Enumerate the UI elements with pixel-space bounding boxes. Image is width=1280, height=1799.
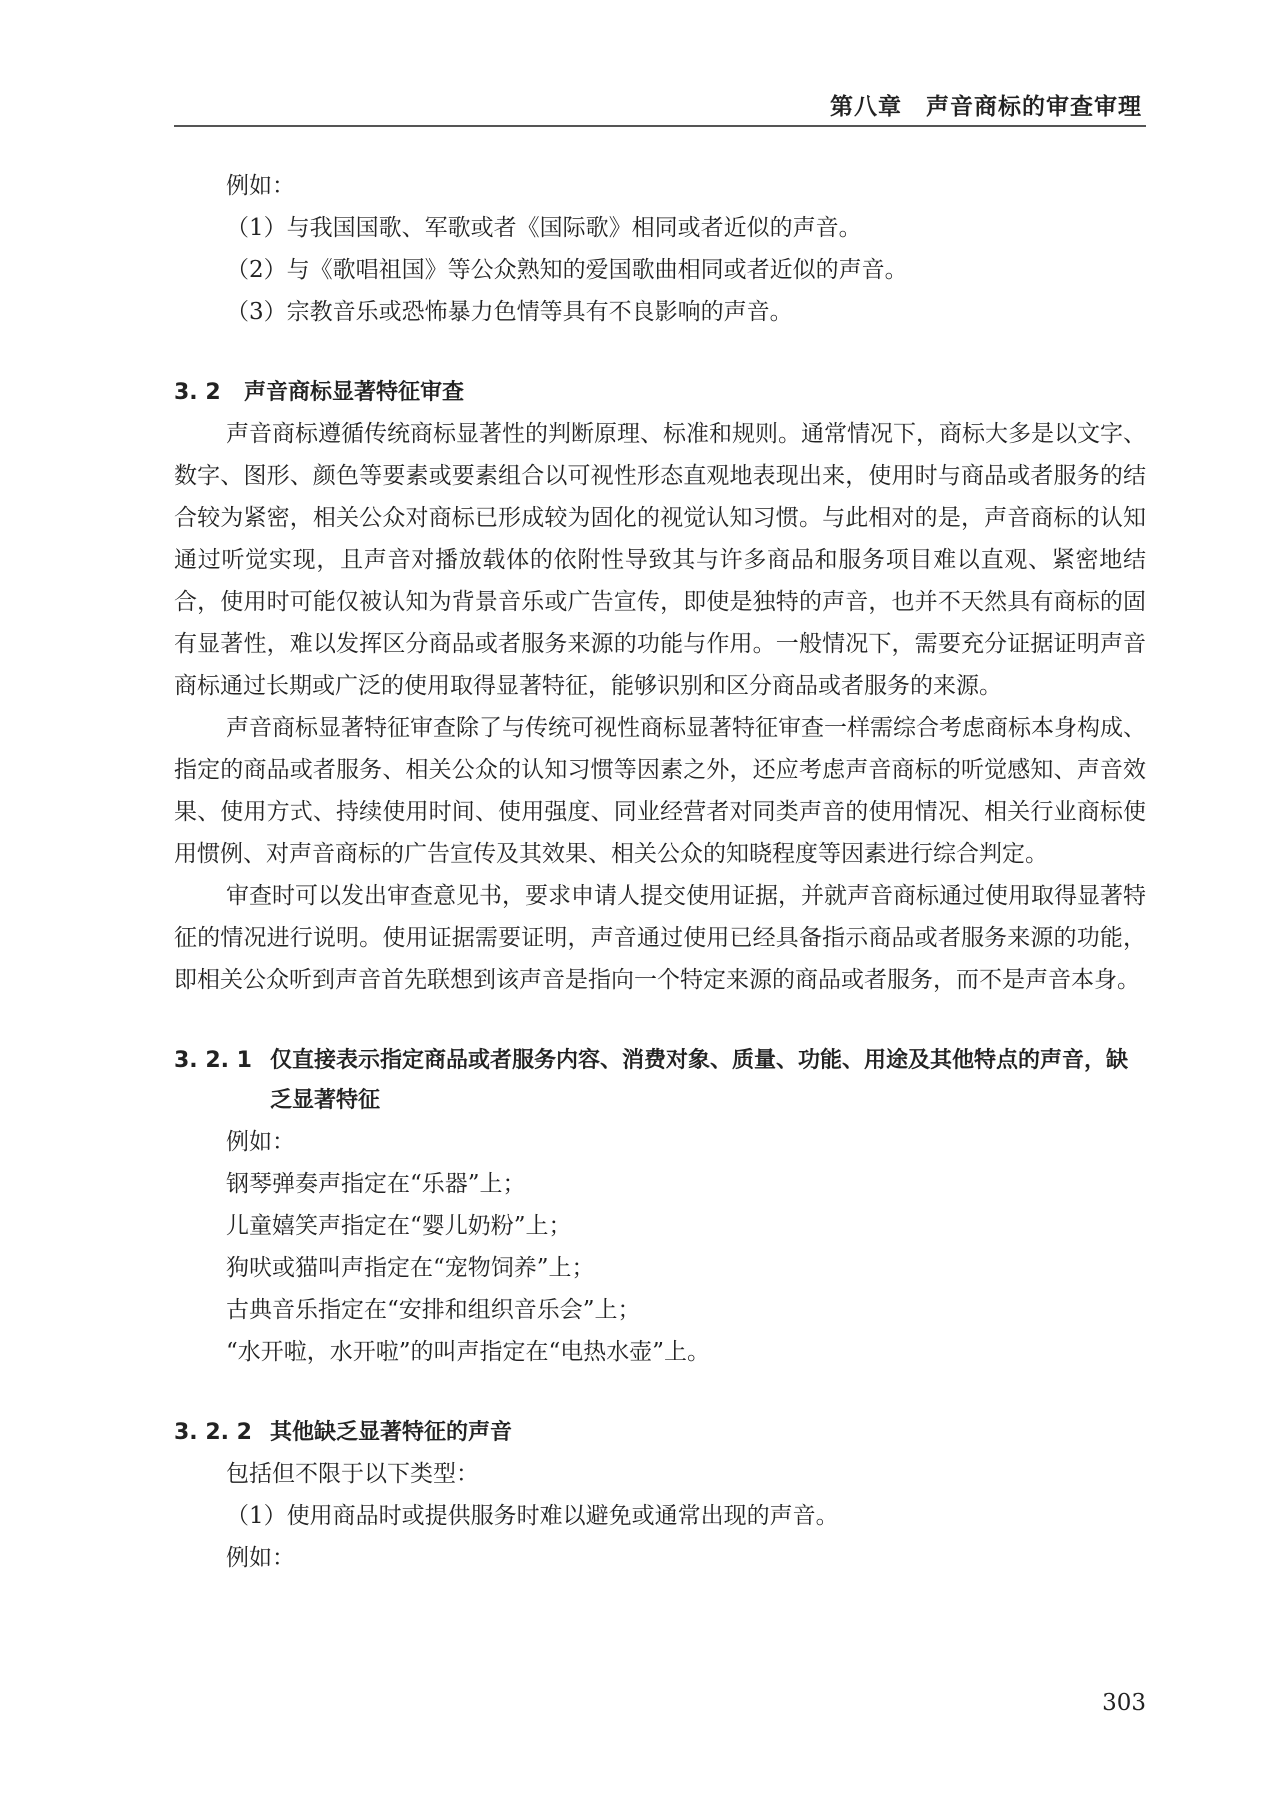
- running-head: 第八章 声音商标的审查审理: [830, 93, 1142, 120]
- paragraph: 声音商标遵循传统商标显著性的判断原理、标准和规则。通常情况下，商标大多是以文字、数字、图形、颜色等要素或要素组合以可视性形态直观地表现出来，使用时与商品或者服务的结合较为紧密，相关公众对商标已形成较为固化的视觉认知习惯。与此相对的是，声音商标的认知通过听觉实现，且声音对播放载体的依附性导致其与许多商品和服务项目难以直观、紧密地结合，使用时可能仅被认知为背景音乐或广告宣传，即使是独特的声音，也并不天然具有商标的固有显著性，难以发挥区分商品或者服务来源的功能与作用。一般情况下，需要充分证据证明声音商标通过长期或广泛的使用取得显著特征，能够识别和区分商品或者服务的来源。: [174, 421, 1146, 699]
- list-item: 古典音乐指定在“安排和组织音乐会”上；: [226, 1297, 641, 1323]
- section-number: 3. 2: [174, 380, 221, 405]
- paragraph: 审查时可以发出审查意见书，要求申请人提交使用证据，并就声音商标通过使用取得显著特征的情况进行说明。使用证据需要证明，声音通过使用已经具备指示商品或者服务来源的功能，即相关公众听到声音首先联想到该声音是指向一个特定来源的商品或者服务，而不是声音本身。: [174, 883, 1146, 993]
- list-item: “水开啦，水开啦”的叫声指定在“电热水壶”上。: [226, 1339, 711, 1365]
- example-intro: 例如：: [226, 173, 295, 199]
- list-item: 钢琴弹奏声指定在“乐器”上；: [226, 1171, 526, 1197]
- subsection-title: 其他缺乏显著特征的声音: [270, 1420, 513, 1445]
- page-body: [174, 165, 1146, 1579]
- list-item: 儿童嬉笑声指定在“婴儿奶粉”上；: [226, 1213, 572, 1239]
- list-item: （1）使用商品时或提供服务时难以避免或通常出现的声音。: [226, 1503, 839, 1529]
- subsection-heading: [174, 1413, 1146, 1453]
- page-number: 303: [1102, 1690, 1146, 1716]
- subsection-number: 3. 2. 1: [174, 1048, 252, 1073]
- list-item: 例如：: [226, 1545, 295, 1571]
- page-header: [174, 80, 1146, 127]
- list-item: （1）与我国国歌、军歌或者《国际歌》相同或者近似的声音。: [226, 215, 862, 241]
- list-item: 包括但不限于以下类型：: [226, 1461, 479, 1487]
- paragraph: 声音商标显著特征审查除了与传统可视性商标显著特征审查一样需综合考虑商标本身构成、指定的商品或者服务、相关公众的认知习惯等因素之外，还应考虑声音商标的听觉感知、声音效果、使用方式、持续使用时间、使用强度、同业经营者对同类声音的使用情况、相关行业商标使用惯例、对声音商标的广告宣传及其效果、相关公众的知晓程度等因素进行综合判定。: [174, 715, 1146, 867]
- subsection-title: 仅直接表示指定商品或者服务内容、消费对象、质量、功能、用途及其他特点的声音，缺乏显著特征: [270, 1048, 1129, 1113]
- subsection-heading: [174, 1041, 1146, 1121]
- list-item: 狗吠或猫叫声指定在“宠物饲养”上；: [226, 1255, 595, 1281]
- subsection-number: 3. 2. 2: [174, 1420, 252, 1445]
- list-item: （3）宗教音乐或恐怖暴力色情等具有不良影响的声音。: [226, 299, 793, 325]
- section-title: 声音商标显著特征审查: [244, 380, 465, 405]
- example-intro: 例如：: [226, 1129, 295, 1155]
- list-item: （2）与《歌唱祖国》等公众熟知的爱国歌曲相同或者近似的声音。: [226, 257, 908, 283]
- section-heading: [174, 373, 1146, 413]
